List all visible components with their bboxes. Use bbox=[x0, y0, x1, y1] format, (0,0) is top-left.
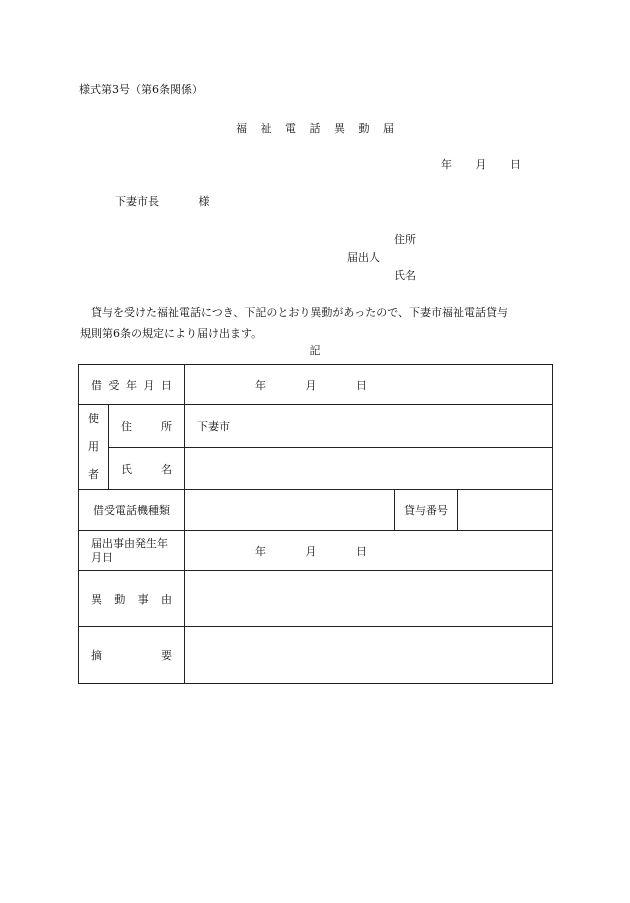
date-day-label: 日 bbox=[510, 158, 521, 171]
device-type-label: 借受電話機種類 bbox=[79, 490, 185, 531]
device-type-field[interactable] bbox=[185, 490, 395, 531]
label-char: 氏 bbox=[121, 462, 132, 476]
label-char: 事 bbox=[137, 592, 149, 606]
form-number: 様式第3号（第6条関係） bbox=[79, 83, 203, 96]
addressee bbox=[115, 193, 210, 209]
label-char: 動 bbox=[114, 592, 126, 606]
borrow-date-row bbox=[79, 365, 553, 405]
loan-number-label: 貸与番号 bbox=[395, 490, 458, 531]
month-unit: 月 bbox=[305, 378, 317, 392]
label-char: 所 bbox=[161, 420, 172, 433]
address-value: 下妻市 bbox=[197, 420, 230, 433]
label-char: 日 bbox=[161, 378, 172, 392]
user-label bbox=[79, 405, 109, 490]
label-char: 摘 bbox=[91, 649, 102, 662]
applicant-address-label: 住所 bbox=[394, 233, 416, 246]
body-line-1: 貸与を受けた福祉電話につき、下記のとおり異動があったので、下妻市福祉電話貸与 bbox=[91, 306, 509, 319]
submission-date bbox=[441, 156, 541, 172]
label-char: 年 bbox=[126, 378, 137, 392]
title-char: 動 bbox=[358, 122, 370, 135]
applicant-name-label: 氏名 bbox=[394, 269, 416, 282]
borrow-date-field[interactable] bbox=[185, 365, 553, 405]
addressee-name: 下妻市長 bbox=[115, 195, 159, 208]
label-char: 使 bbox=[88, 412, 99, 425]
ki-heading: 記 bbox=[309, 344, 321, 357]
body-paragraph bbox=[80, 302, 560, 344]
date-month-label: 月 bbox=[475, 158, 487, 171]
event-date-label: 届出事由発生年月日 bbox=[79, 531, 185, 571]
date-year-label: 年 bbox=[441, 158, 452, 171]
label-char: 月 bbox=[143, 378, 155, 392]
reason-label bbox=[79, 571, 185, 627]
label-char: 異 bbox=[91, 592, 102, 606]
label-char: 用 bbox=[88, 440, 99, 453]
user-name-row bbox=[79, 448, 553, 490]
body-line-2: 規則第6条の規定により届け出ます。 bbox=[80, 327, 263, 340]
loan-number-field[interactable] bbox=[458, 490, 553, 531]
year-unit: 年 bbox=[255, 378, 266, 392]
title-char: 福 bbox=[236, 122, 247, 135]
addressee-honorific: 様 bbox=[198, 195, 210, 208]
address-label bbox=[109, 405, 185, 448]
event-date-row bbox=[79, 531, 553, 571]
address-field[interactable] bbox=[185, 405, 553, 448]
label-char: 要 bbox=[161, 649, 172, 662]
year-unit: 年 bbox=[255, 544, 266, 558]
title-char: 電 bbox=[285, 122, 296, 135]
notification-form-table bbox=[78, 364, 553, 684]
label-char: 者 bbox=[88, 468, 99, 481]
label-char: 名 bbox=[161, 462, 172, 476]
day-unit: 日 bbox=[356, 378, 367, 392]
borrow-date-label bbox=[79, 365, 185, 405]
title-char: 異 bbox=[334, 122, 345, 135]
label-char: 受 bbox=[108, 378, 120, 392]
title-char: 話 bbox=[309, 122, 321, 135]
label-char: 住 bbox=[121, 420, 132, 433]
user-address-row bbox=[79, 405, 553, 448]
device-row bbox=[79, 490, 553, 531]
remarks-label bbox=[79, 627, 185, 684]
name-field[interactable] bbox=[185, 448, 553, 490]
label-char: 借 bbox=[91, 378, 102, 392]
title-char: 届 bbox=[383, 122, 394, 135]
label-char: 由 bbox=[160, 592, 172, 606]
document-title bbox=[0, 120, 630, 136]
title-char: 祉 bbox=[260, 122, 272, 135]
name-label bbox=[109, 448, 185, 490]
reason-field[interactable] bbox=[185, 571, 553, 627]
remarks-field[interactable] bbox=[185, 627, 553, 684]
event-date-field[interactable] bbox=[185, 531, 553, 571]
reason-row bbox=[79, 571, 553, 627]
remarks-row bbox=[79, 627, 553, 684]
day-unit: 日 bbox=[356, 544, 367, 558]
applicant-role-label: 届出人 bbox=[347, 251, 380, 264]
month-unit: 月 bbox=[305, 544, 317, 558]
